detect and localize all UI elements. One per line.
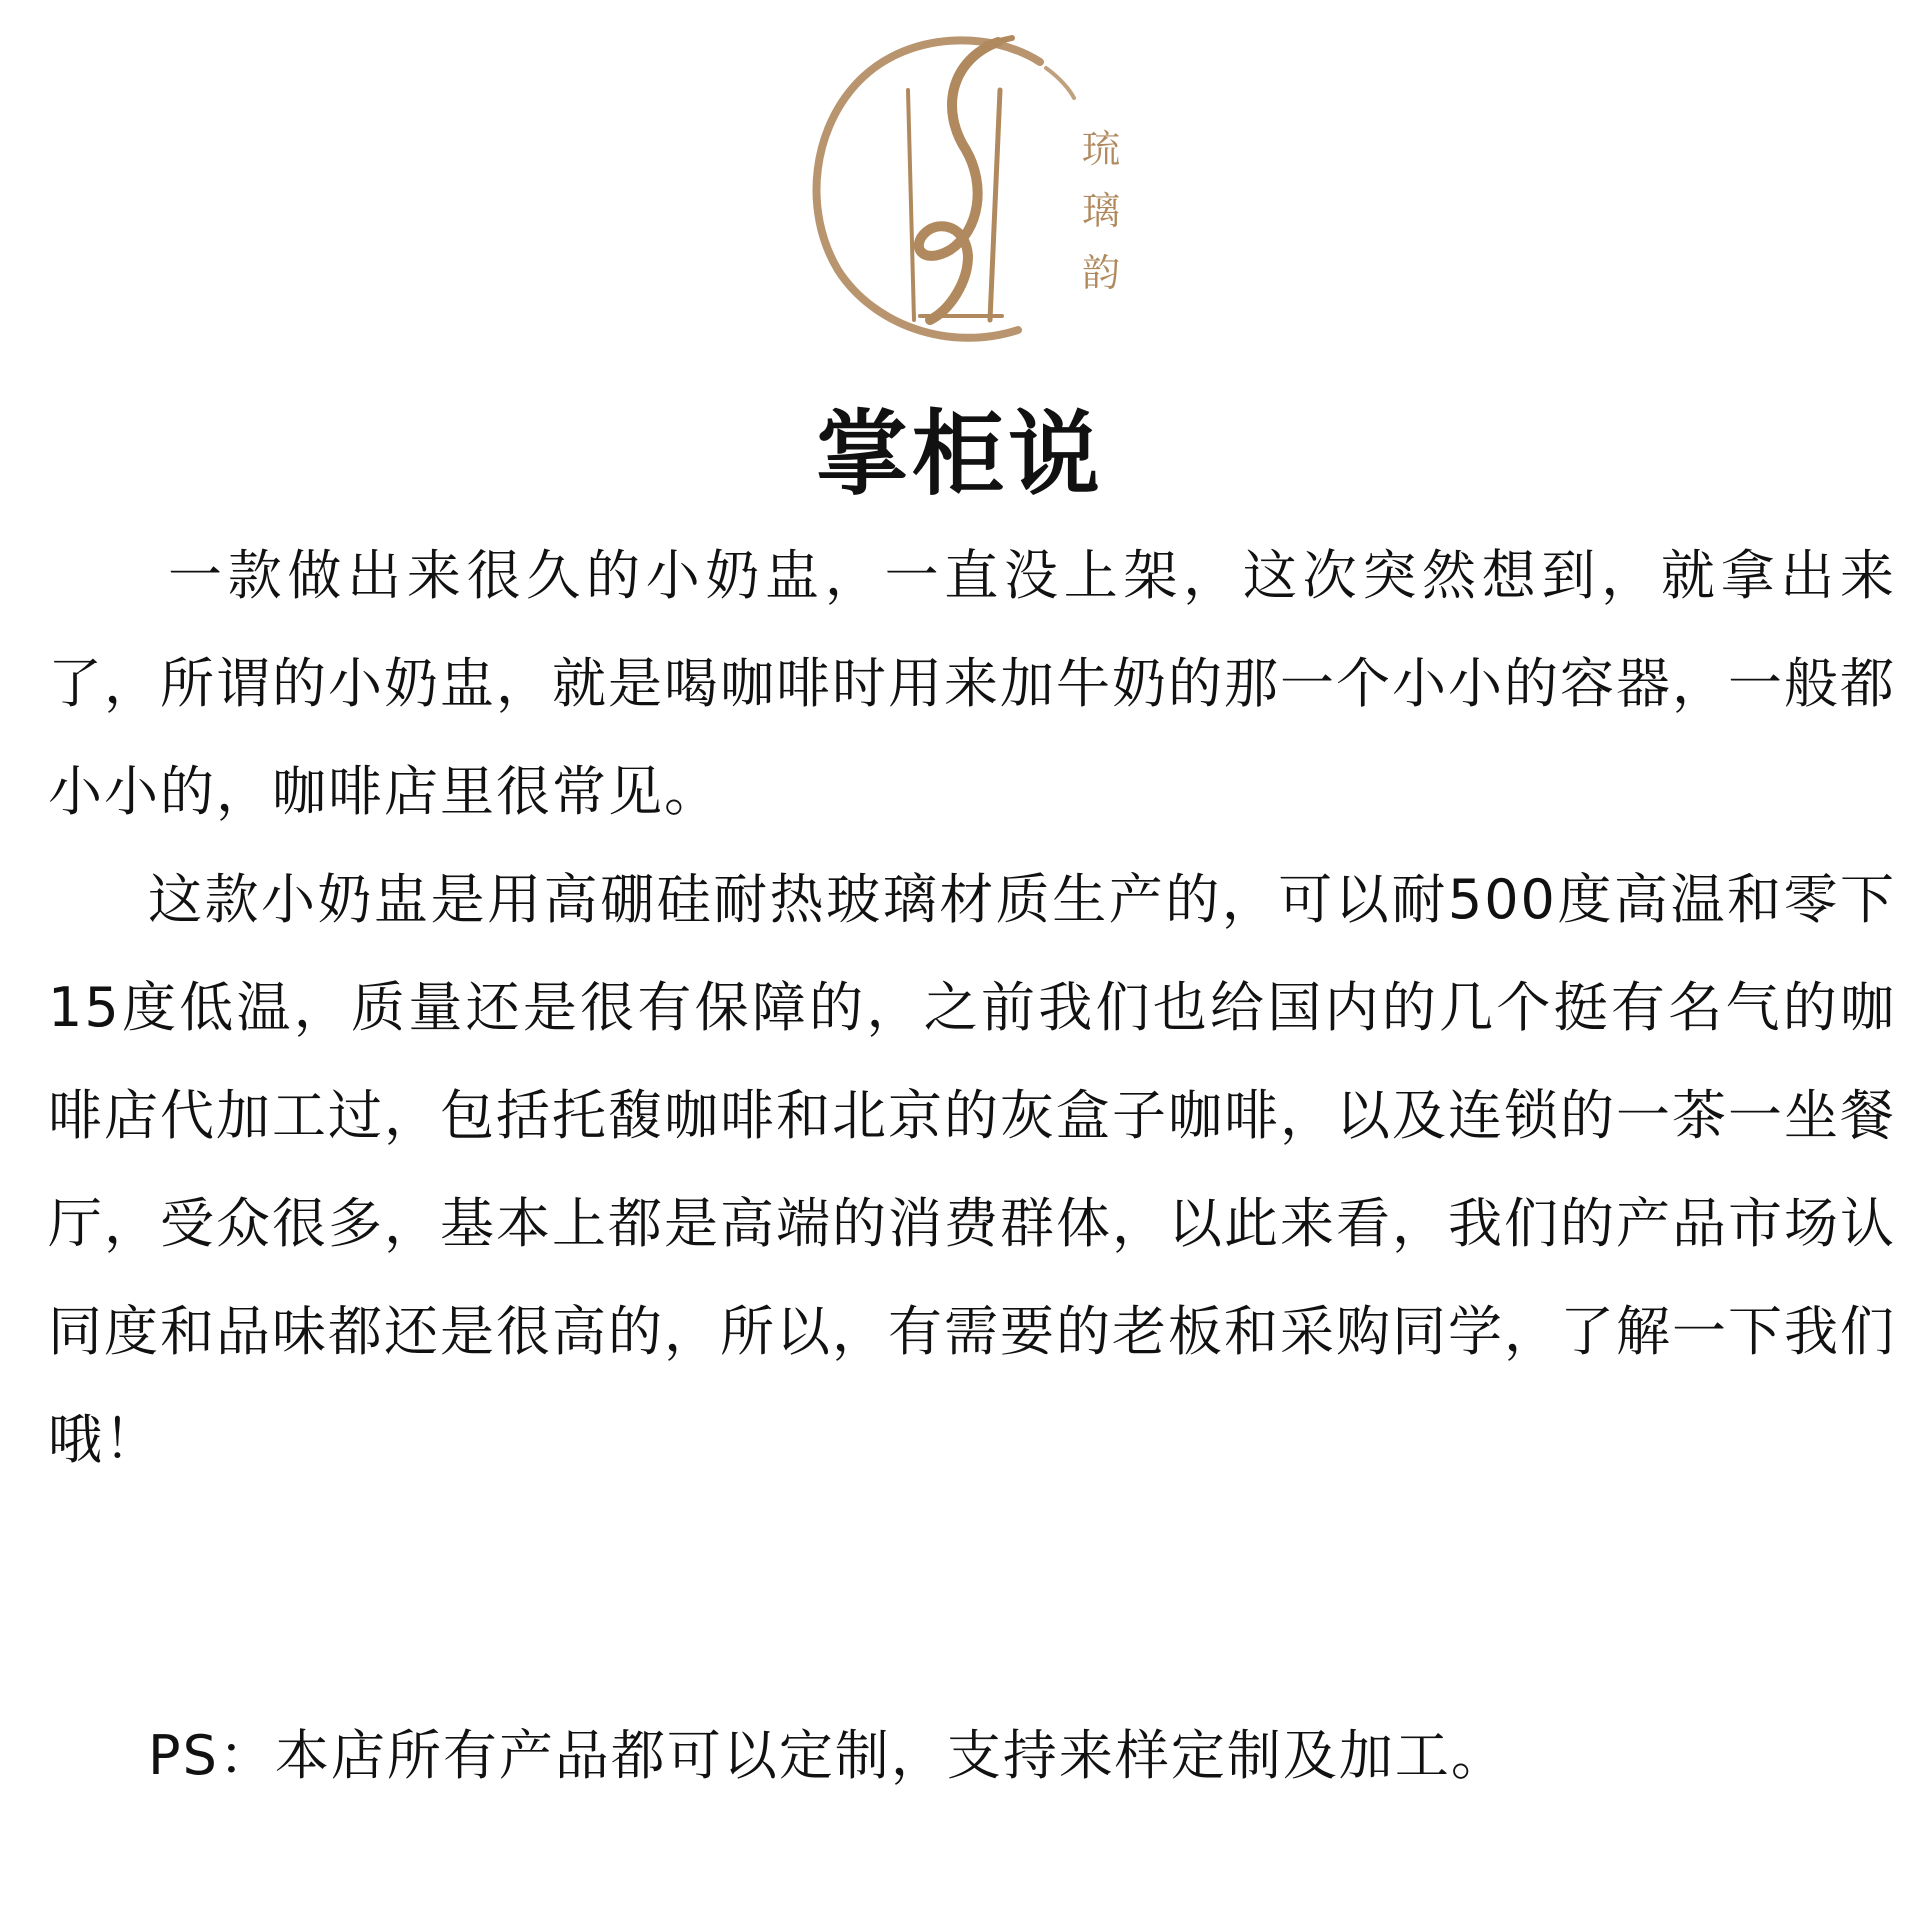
logo-char: 琉 bbox=[1081, 127, 1120, 171]
description-paragraph: 一款做出来很久的小奶盅，一直没上架，这次突然想到，就拿出来了，所谓的小奶盅，就是喝咖啡时用来加牛奶的那一个小小的容器，一般都小小的，咖啡店里很常见。 bbox=[48, 544, 1896, 823]
description-body bbox=[48, 522, 1896, 1494]
logo-char: 璃 bbox=[1081, 189, 1120, 233]
logo-wordmark bbox=[1074, 118, 1128, 304]
ps-note: PS：本店所有产品都可以定制，支持来样定制及加工。 bbox=[148, 1724, 1507, 1787]
page-title: 掌柜说 bbox=[815, 401, 1104, 508]
logo-char: 韵 bbox=[1081, 251, 1120, 295]
description-paragraph: 这款小奶盅是用高硼硅耐热玻璃材质生产的，可以耐500度高温和零下15度低温，质量还是很有保障的，之前我们也给国内的几个挺有名气的咖啡店代加工过，包括托馥咖啡和北京的灰盒子咖啡，以及连锁的一茶一坐餐厅，受众很多，基本上都是高端的消费群体，以此来看，我们的产品市场认同度和品味都还是很高的，所以，有需要的老板和采购同学，了解一下我们哦！ bbox=[48, 868, 1896, 1471]
